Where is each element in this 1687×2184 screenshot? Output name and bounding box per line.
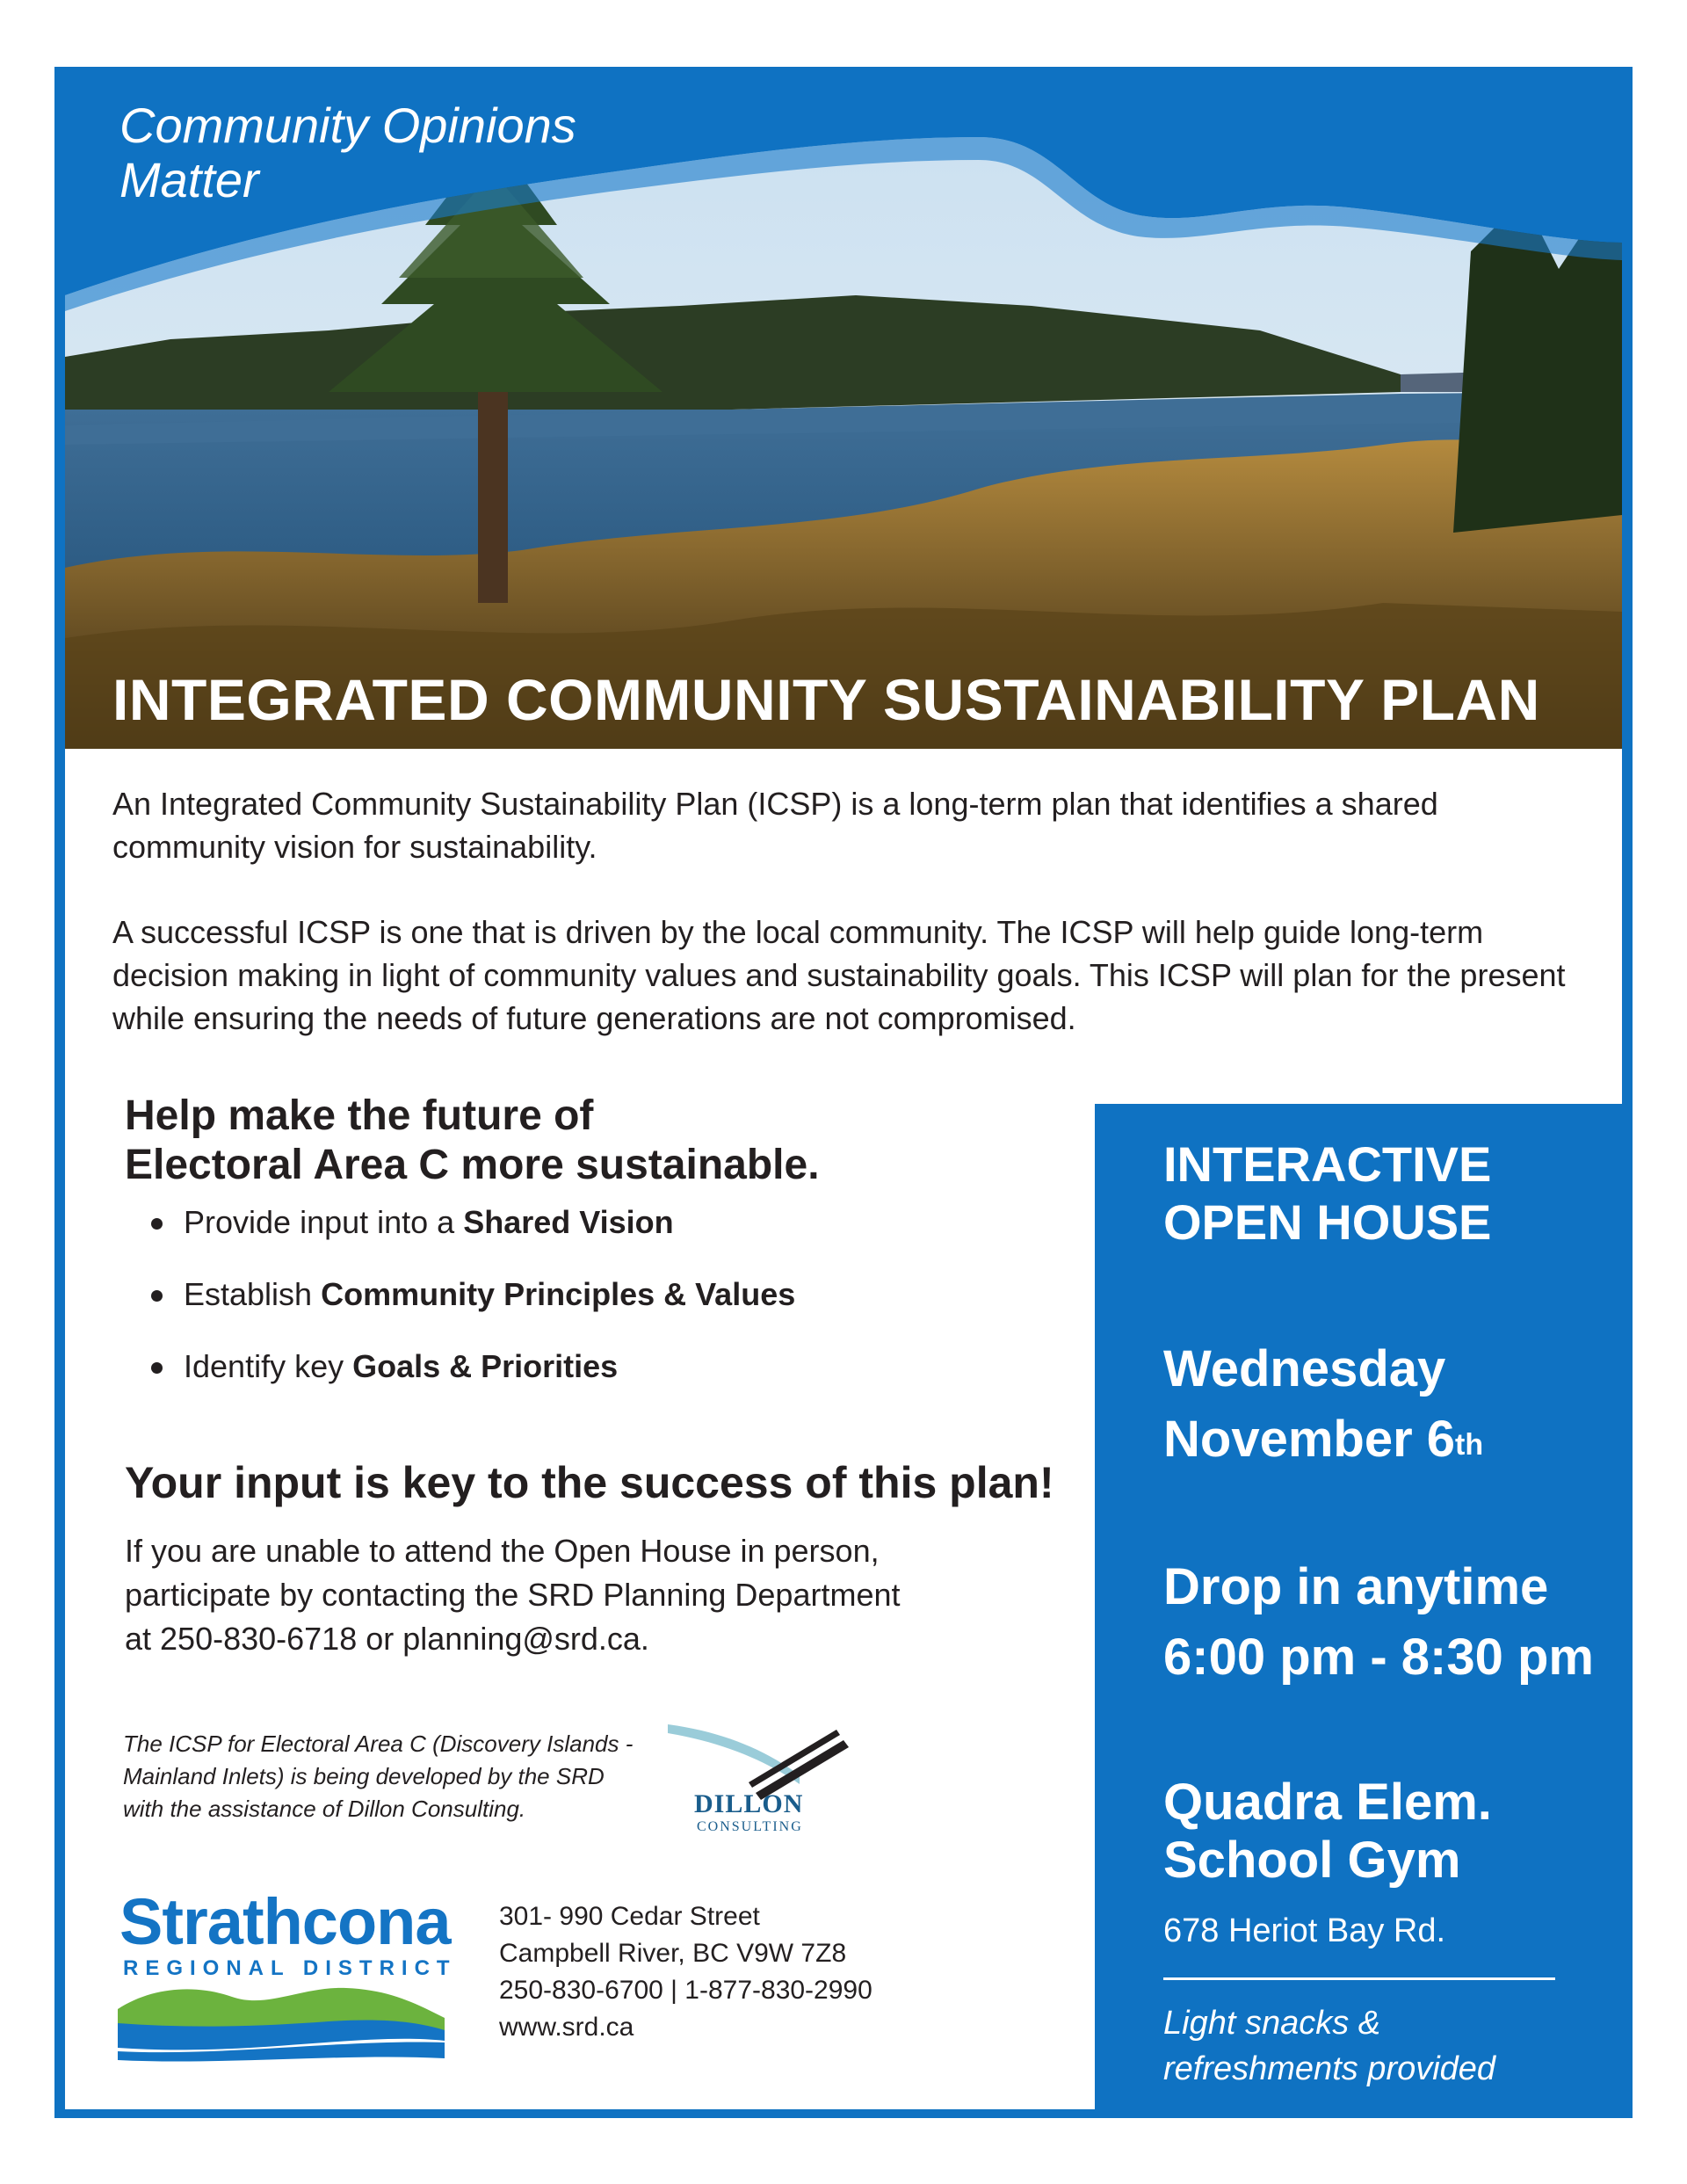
event-time-line-2: 6:00 pm - 8:30 pm [1163, 1629, 1594, 1686]
list-item [146, 1204, 795, 1276]
event-title [1163, 1136, 1491, 1252]
address-street: 301- 990 Cedar Street [499, 1902, 760, 1931]
event-time-line-1: Drop in anytime [1163, 1558, 1549, 1615]
credit-line-3: with the assistance of Dillon Consulting. [123, 1796, 526, 1822]
list-item [146, 1276, 795, 1348]
consultant-credit [123, 1728, 668, 1825]
tagline-line-1: Community Opinions [119, 98, 576, 153]
event-note [1163, 2000, 1495, 2092]
help-heading-line-2: Electoral Area C more sustainable. [125, 1142, 820, 1188]
event-title-line-1: INTERACTIVE [1163, 1136, 1492, 1192]
input-line-1: If you are unable to attend the Open House in person, [125, 1533, 880, 1569]
list-item-text [184, 1348, 618, 1385]
event-date-line [1163, 1404, 1483, 1475]
bullet-icon [151, 1290, 163, 1302]
address-phone: 250-830-6700 | 1-877-830-2990 [499, 1976, 872, 2005]
page-title: INTEGRATED COMMUNITY SUSTAINABILITY PLAN [112, 667, 1540, 732]
list-item-text [184, 1204, 674, 1241]
event-day: Wednesday [1163, 1340, 1446, 1397]
list-item [146, 1348, 795, 1420]
list-item-text [184, 1276, 795, 1313]
event-note-line-2: refreshments provided [1163, 2050, 1496, 2087]
list-item-prefix: Identify key [184, 1348, 353, 1384]
event-address: 678 Heriot Bay Rd. [1163, 1912, 1446, 1949]
tagline-line-2: Matter [119, 152, 259, 207]
dillon-logo-sub: CONSULTING [697, 1819, 803, 1834]
event-note-line-1: Light snacks & [1163, 2005, 1381, 2042]
input-body [125, 1529, 1056, 1661]
srd-landscape-logo-icon [118, 1977, 445, 2062]
srd-logo-sub: REGIONAL DISTRICT [123, 1956, 457, 1980]
address-website: www.srd.ca [499, 2013, 634, 2042]
event-venue [1163, 1774, 1492, 1890]
intro-paragraph-2: A successful ICSP is one that is driven by the local community. The ICSP will help guide long-term decision making in light of community values and sustainability goals. This ICSP will plan for the present while ensuring the needs of future generations are not compromised. [112, 914, 1566, 1036]
srd-logo-name: Strathcona [119, 1885, 451, 1958]
list-item-emphasis: Goals & Priorities [352, 1348, 619, 1384]
help-heading-line-1: Help make the future of [125, 1092, 594, 1139]
event-date-text: November 6 [1163, 1411, 1456, 1468]
event-venue-line-1: Quadra Elem. [1163, 1774, 1492, 1831]
address-city: Campbell River, BC V9W 7Z8 [499, 1939, 847, 1968]
credit-line-1: The ICSP for Electoral Area C (Discovery Islands - [123, 1731, 634, 1757]
help-heading [125, 1092, 1074, 1190]
list-item-emphasis: Shared Vision [463, 1204, 674, 1240]
srd-address [499, 1898, 872, 2046]
event-title-line-2: OPEN HOUSE [1163, 1194, 1492, 1250]
input-line-2: participate by contacting the SRD Planning Department [125, 1577, 901, 1613]
event-date-suffix: th [1455, 1428, 1484, 1462]
list-item-prefix: Provide input into a [184, 1204, 464, 1240]
goals-list [146, 1204, 795, 1420]
input-line-3: at 250-830-6718 or planning@srd.ca. [125, 1621, 649, 1657]
list-item-emphasis: Community Principles & Values [321, 1276, 796, 1312]
bullet-icon [151, 1218, 163, 1230]
tagline [119, 98, 576, 207]
intro-text [112, 782, 1571, 1082]
input-heading: Your input is key to the success of this plan! [125, 1458, 1054, 1507]
list-item-prefix: Establish [184, 1276, 322, 1312]
divider [1163, 1977, 1555, 1980]
event-venue-line-2: School Gym [1163, 1832, 1461, 1889]
event-time [1163, 1552, 1594, 1693]
dillon-logo-name: DILLON [694, 1789, 804, 1818]
event-date [1163, 1334, 1483, 1475]
intro-paragraph-1: An Integrated Community Sustainability Plan (ICSP) is a long-term plan that identifies a shared community vision for sustainability. [112, 786, 1438, 865]
credit-line-2: Mainland Inlets) is being developed by the SRD [123, 1763, 605, 1789]
bullet-icon [151, 1362, 163, 1374]
event-panel [1095, 1104, 1624, 2109]
